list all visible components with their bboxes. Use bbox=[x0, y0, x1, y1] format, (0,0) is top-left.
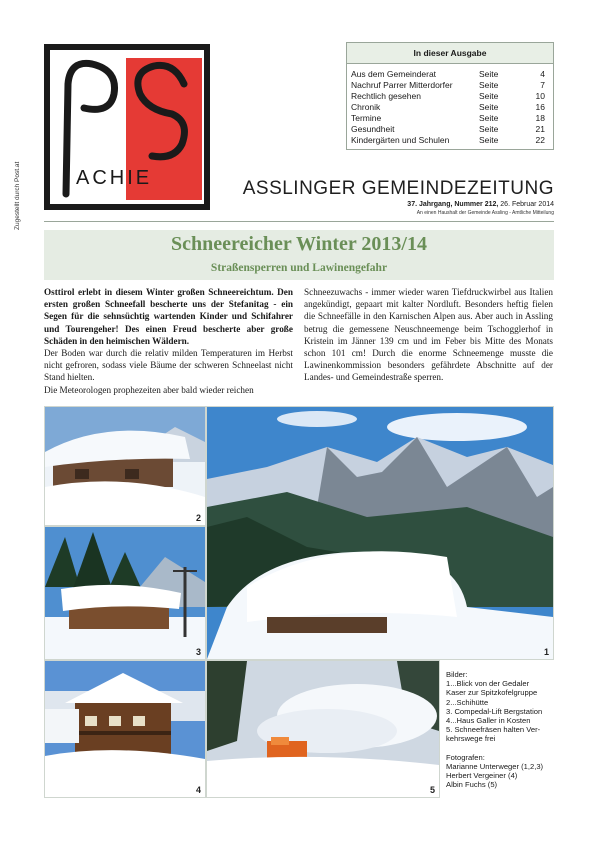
toc-item-seite: Seite bbox=[479, 80, 499, 90]
caption-line: 4...Haus Galler in Kosten bbox=[446, 716, 531, 726]
article-paragraph: Der Boden war durch die relativ milden Temperaturen im Herbst nicht gefroren, sodass viele Bäume der schweren Schneelast nicht Stand hielten. bbox=[44, 348, 293, 383]
photo-number: 2 bbox=[195, 513, 201, 523]
photo-number: 3 bbox=[195, 647, 201, 657]
caption-line: Kaser zur Spitzkofelgruppe bbox=[446, 688, 538, 698]
toc-item-title: Termine bbox=[351, 113, 382, 123]
toc-item-page: 22 bbox=[535, 135, 545, 145]
toc-item-title: Rechtlich gesehen bbox=[351, 91, 421, 101]
caption-spacer bbox=[446, 744, 556, 753]
credit-line: Herbert Vergeiner (4) bbox=[446, 771, 518, 781]
toc-item[interactable] bbox=[351, 69, 553, 80]
toc-item-page: 21 bbox=[535, 124, 545, 134]
toc-item-seite: Seite bbox=[479, 113, 499, 123]
photo-house-galler bbox=[44, 660, 206, 798]
article-subhead: Straßensperren und Lawinengefahr bbox=[210, 262, 388, 274]
caption-line: 5. Schneefräsen halten Ver- bbox=[446, 725, 541, 735]
toc-item[interactable] bbox=[351, 124, 553, 135]
article-lead: Osttirol erlebt in diesem Winter großen Schneereichtum. Den ersten großen Schneefall bescherte uns der Stefanitag - ein Segen für die sehnsüchtig wartenden Kinder und Schifahrer und Tourengeher! Des einen Freud bescherte aber große Schäden in den heimischen Wäldern. bbox=[44, 287, 293, 346]
toc-heading: In dieser Ausgabe bbox=[347, 43, 553, 64]
caption-line: 1...Blick von der Gedaler bbox=[446, 679, 530, 689]
photo-lift-station bbox=[44, 526, 206, 660]
postal-note: Zugestellt durch Post.at bbox=[14, 161, 21, 230]
toc-item-page: 18 bbox=[535, 113, 545, 123]
toc-item[interactable] bbox=[351, 91, 553, 102]
toc-item-title: Chronik bbox=[351, 102, 381, 112]
toc-item[interactable] bbox=[351, 113, 553, 124]
photo-captions bbox=[446, 670, 556, 789]
caption-line: kehrswege frei bbox=[446, 734, 496, 744]
article-headline: Schneereicher Winter 2013/14 bbox=[171, 233, 427, 255]
toc-item-title: Aus dem Gemeinderat bbox=[351, 69, 437, 79]
article-column-2 bbox=[304, 286, 553, 384]
toc-item-page: 4 bbox=[540, 69, 545, 79]
toc-item-page: 7 bbox=[540, 80, 545, 90]
captions-heading: Bilder: bbox=[446, 670, 468, 679]
photo-number: 1 bbox=[543, 647, 549, 657]
divider bbox=[44, 221, 554, 222]
toc-item[interactable] bbox=[351, 135, 553, 146]
photo-number: 5 bbox=[429, 785, 435, 795]
toc-item-title: Nachruf Parrer Mitterdorfer bbox=[351, 80, 453, 90]
toc-item[interactable] bbox=[351, 102, 553, 113]
toc-list bbox=[347, 64, 553, 146]
credit-line: Marianne Unterweger (1,2,3) bbox=[446, 761, 544, 771]
toc-item-seite: Seite bbox=[479, 69, 499, 79]
article-paragraph: Schneezuwachs - immer wieder waren Tiefdruckwirbel aus Italien angekündigt, gepaart mit kalter Nordluft. Besonders heftig fielen die Schneefälle in den Karnischen Alpen aus. Aber auch in Assling betrug die gemessene Neuschneemenge beim Tschogglerhof in Kristein im Jänner 139 cm und im Feber bis Mitte des Monats schon 101 cm! Durch die enorme Schneemenge musste die Lawinenkommission besonders gefährdete Abschnitte auf der Landes- und Gemeindestraße sperren. bbox=[304, 287, 553, 383]
issue-number: 37. Jahrgang, Nummer 212, bbox=[407, 201, 499, 208]
toc-item-seite: Seite bbox=[479, 91, 499, 101]
photo-mountain-view bbox=[206, 406, 554, 660]
article-paragraph: Die Meteorologen prophezeiten aber bald wieder reichen bbox=[44, 384, 254, 395]
photo-snow-blower bbox=[206, 660, 440, 798]
photo-number: 4 bbox=[195, 785, 201, 795]
credit-line: Albin Fuchs (5) bbox=[446, 780, 498, 790]
photo-ski-hut bbox=[44, 406, 206, 526]
toc-box bbox=[346, 42, 554, 150]
issue-date: 26. Februar 2014 bbox=[498, 201, 554, 208]
caption-line: 2...Schihütte bbox=[446, 697, 489, 707]
caption-line: 3. Compedal-Lift Bergstation bbox=[446, 706, 543, 716]
article-column-1 bbox=[44, 286, 293, 396]
toc-item[interactable] bbox=[351, 80, 553, 91]
toc-item-seite: Seite bbox=[479, 124, 499, 134]
newspaper-title: ASSLINGER GEMEINDEZEITUNG bbox=[242, 178, 554, 199]
svg-text:ACHIE: ACHIE bbox=[76, 167, 153, 189]
issue-info bbox=[300, 201, 554, 208]
pachie-logo bbox=[44, 44, 210, 210]
issue-note: An einen Haushalt der Gemeinde Assling - Amtliche Mitteilung bbox=[416, 210, 554, 216]
toc-item-title: Kindergärten und Schulen bbox=[351, 135, 450, 145]
toc-item-title: Gesundheit bbox=[351, 124, 395, 134]
toc-item-seite: Seite bbox=[479, 135, 499, 145]
toc-item-page: 10 bbox=[535, 91, 545, 101]
toc-item-page: 16 bbox=[535, 102, 545, 112]
credits-heading: Fotografen: bbox=[446, 752, 485, 762]
toc-item-seite: Seite bbox=[479, 102, 499, 112]
